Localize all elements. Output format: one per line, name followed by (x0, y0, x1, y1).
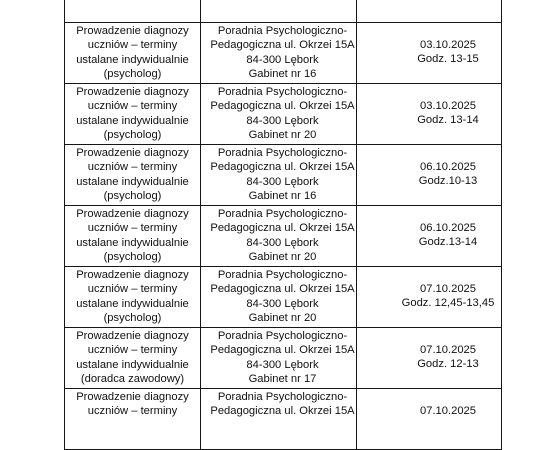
activity-line: Prowadzenie diagnozy (76, 330, 189, 342)
location-line: 84-300 Lębork (246, 53, 319, 66)
location-cell (201, 84, 357, 145)
date-time-cell (357, 23, 502, 84)
activity-line: ustalane indywidualnie (76, 297, 189, 310)
activity-line: uczniów – terminy (87, 100, 178, 113)
activity-cell (65, 23, 201, 84)
location-line: Poradnia Psychologiczno- (217, 86, 348, 98)
table-row (65, 0, 502, 23)
activity-line: Prowadzenie diagnozy (76, 391, 189, 403)
date-time-cell (357, 328, 502, 389)
location-line: Pedagogiczna ul. Okrzei 15A (210, 39, 355, 52)
activity-line: ustalane indywidualnie (76, 114, 189, 127)
activity-cell (65, 145, 201, 206)
time-text: Godz. 13-15 (417, 53, 479, 66)
activity-line: ustalane indywidualnie (76, 358, 189, 371)
activity-line: (psycholog) (103, 251, 162, 264)
location-cell (201, 206, 357, 267)
location-line: Pedagogiczna ul. Okrzei 15A (210, 100, 355, 113)
activity-cell (65, 206, 201, 267)
activity-line: Prowadzenie diagnozy (76, 208, 189, 220)
location-line: Pedagogiczna ul. Okrzei 15A (210, 405, 355, 418)
date-text: 07.10.2025 (420, 283, 476, 295)
activity-line: Prowadzenie diagnozy (76, 25, 189, 37)
activity-line: ustalane indywidualnie (76, 175, 189, 188)
date-text: 07.10.2025 (420, 405, 476, 417)
date-text: 06.10.2025 (420, 222, 476, 234)
activity-cell (65, 389, 201, 450)
activity-line: (doradca zawodowy) (80, 373, 185, 386)
activity-line: (psycholog) (103, 190, 162, 203)
location-line: Pedagogiczna ul. Okrzei 15A (210, 283, 355, 296)
date-time-cell (357, 389, 502, 450)
location-line: Gabinet nr 20 (248, 312, 317, 325)
activity-line: ustalane indywidualnie (76, 53, 189, 66)
time-text: Godz. 12,45-13,45 (401, 297, 495, 310)
activity-line: Prowadzenie diagnozy (76, 269, 189, 281)
time-text: Godz.13-14 (418, 236, 478, 249)
location-line: Pedagogiczna ul. Okrzei 15A (210, 222, 355, 235)
activity-cell (65, 84, 201, 145)
date-time-cell (357, 0, 502, 23)
location-cell (201, 23, 357, 84)
location-line: Poradnia Psychologiczno- (217, 25, 348, 37)
activity-line: (psycholog) (103, 312, 162, 325)
table-row (65, 267, 502, 328)
location-line: Poradnia Psychologiczno- (217, 330, 348, 342)
location-cell (201, 328, 357, 389)
activity-cell (65, 0, 201, 23)
location-line: Poradnia Psychologiczno- (217, 269, 348, 281)
date-text: 06.10.2025 (420, 161, 476, 173)
location-line: Pedagogiczna ul. Okrzei 15A (210, 344, 355, 357)
location-line: Gabinet nr 20 (248, 129, 317, 142)
location-line: 84-300 Lębork (246, 358, 319, 371)
location-line: Gabinet nr 20 (248, 251, 317, 264)
time-text: Godz.10-13 (418, 175, 478, 188)
table-row (65, 84, 502, 145)
activity-line: ustalane indywidualnie (76, 236, 189, 249)
time-text: Godz. 12-13 (417, 358, 479, 371)
schedule-table (64, 0, 502, 450)
activity-line: uczniów – terminy (87, 283, 178, 296)
date-time-cell (357, 84, 502, 145)
date-text: 07.10.2025 (420, 344, 476, 356)
location-line: Gabinet nr 16 (248, 190, 317, 203)
activity-line: uczniów – terminy (87, 161, 178, 174)
activity-line: uczniów – terminy (87, 344, 178, 357)
activity-line: Prowadzenie diagnozy (76, 86, 189, 98)
date-text: 03.10.2025 (420, 100, 476, 112)
activity-line: uczniów – terminy (87, 405, 178, 418)
activity-line: (psycholog) (103, 68, 162, 81)
activity-cell (65, 328, 201, 389)
location-cell (201, 145, 357, 206)
table-row (65, 206, 502, 267)
location-line: Poradnia Psychologiczno- (217, 208, 348, 220)
location-line: 84-300 Lębork (246, 114, 319, 127)
location-line: 84-300 Lębork (246, 297, 319, 310)
location-cell (201, 389, 357, 450)
location-line: Pedagogiczna ul. Okrzei 15A (210, 161, 355, 174)
location-line: Gabinet nr 17 (248, 373, 317, 386)
location-line: 84-300 Lębork (246, 236, 319, 249)
time-text: Godz. 13-14 (417, 114, 479, 127)
location-line: Poradnia Psychologiczno- (217, 391, 348, 403)
table-row (65, 145, 502, 206)
table-row (65, 23, 502, 84)
activity-line: Prowadzenie diagnozy (76, 147, 189, 159)
activity-cell (65, 267, 201, 328)
activity-line: (psycholog) (103, 129, 162, 142)
location-line: Poradnia Psychologiczno- (217, 147, 348, 159)
date-time-cell (357, 267, 502, 328)
location-line: Gabinet nr 16 (248, 68, 317, 81)
activity-line: uczniów – terminy (87, 222, 178, 235)
location-cell (201, 267, 357, 328)
date-time-cell (357, 145, 502, 206)
location-cell (201, 0, 357, 23)
date-text: 03.10.2025 (420, 39, 476, 51)
date-time-cell (357, 206, 502, 267)
table-row (65, 389, 502, 450)
location-line: 84-300 Lębork (246, 175, 319, 188)
table-row (65, 328, 502, 389)
activity-line: uczniów – terminy (87, 39, 178, 52)
